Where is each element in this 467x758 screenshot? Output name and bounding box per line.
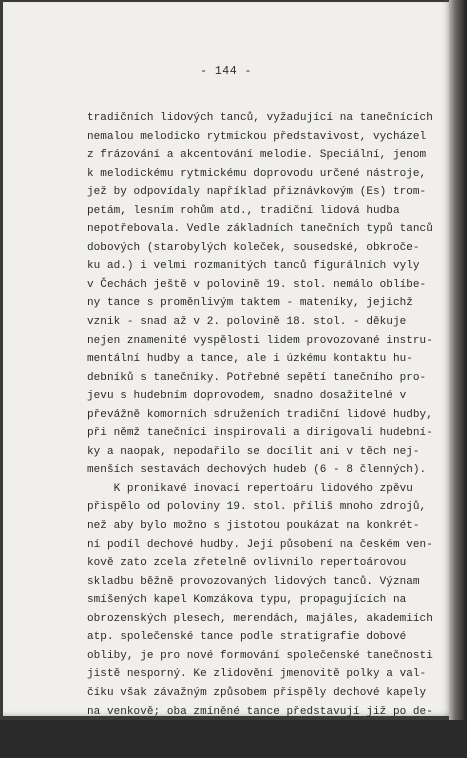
text-line: obliby, je pro nové formování společenské tanečnosti (87, 649, 433, 662)
text-line: dobových (starobylých koleček, sousedské, obkroče- (87, 241, 420, 254)
text-line: jež by odpovídaly například přiznávkovým (Es) trom- (87, 186, 427, 199)
text-line: číku však závažným způsobem přispěly dechové kapely (87, 686, 427, 699)
text-line: skladbu běžně provozovaných lidových tanců. Význam (87, 575, 420, 588)
body-text (87, 109, 433, 758)
document-page (3, 2, 449, 755)
text-line: na venkově; oba zmíněné tance představují již po de- (87, 705, 433, 718)
text-line: sítiletí základ nejběžnějších tanečních skladeb (až (87, 724, 427, 737)
text-line: atp. společenské tance podle stratigrafie dobové (87, 631, 407, 644)
text-line: v Čechách ještě v polovině 19. stol. nemálo oblíbe- (87, 278, 427, 291)
text-line: debníků s tanečníky. Potřebné sepětí tanečního pro- (87, 371, 427, 384)
text-line: ky a naopak, nepodařilo se docílit ani v těch nej- (87, 445, 420, 458)
text-line: než aby bylo možno s jistotou poukázat na konkrét- (87, 520, 420, 533)
text-line: petám, lesním rohům atd., tradiční lidová hudba (87, 204, 400, 217)
text-line: vznik - snad až v 2. polovině 18. stol. - děkuje (87, 316, 407, 329)
text-line: kově zato zcela zřetelně ovlivnilo repertoárovou (87, 557, 407, 570)
text-line: nepotřebovala. Vedle základních tanečních typů tanců (87, 223, 433, 236)
text-line: tradičních lidových tanců, vyžadující na tanečnících (87, 112, 433, 124)
text-line: jevu s hudebním doprovodem, snadno dosažitelné v (87, 390, 407, 403)
text-line: přispělo od poloviny 19. stol. příliš mnoho zdrojů, (87, 501, 427, 514)
text-line: při němž tanečníci inspirovali a dirigovali hudební- (87, 427, 433, 440)
text-line: převážně komorních sdruženích tradiční lidové hudby, (87, 408, 433, 421)
text-line: jistě nesporný. Ke zlidovění jmenovitě polky a val- (87, 668, 427, 681)
text-line: ku ad.) i velmi rozmanitých tanců figurálních vyly (87, 260, 420, 273)
text-line: z frázování a akcentování melodie. Speciální, jenom (87, 149, 427, 162)
text-line: K pronikavé inovaci repertoáru lidového zpěvu (87, 482, 413, 495)
text-line: mentální hudby a tance, ale i úzkému kontaktu hu- (87, 353, 413, 366)
text-line: ní podíl dechové hudby. Její působení na českém ven- (87, 538, 433, 551)
text-line: ny tance s proměnlivým taktem - mateníky, jejichž (87, 297, 413, 310)
page-edge-shadow (449, 0, 467, 720)
text-line: 90 %). Vzhledem k vzrůstající oblibě obou tanečních (87, 742, 427, 755)
text-line: nemalou melodicko rytmickou představivost, vycházel (87, 130, 427, 143)
text-line: k melodickému rytmickému doprovodu určené nástroje, (87, 167, 427, 180)
page-number: - 144 - (200, 65, 252, 78)
text-line: menších sestavách dechových hudeb (6 - 8 členných). (87, 464, 427, 477)
text-line: smíšených kapel Komzákova typu, propagujících na (87, 594, 407, 607)
text-line: nejen znamenité vyspělosti lidem provozované instru- (87, 334, 433, 347)
text-line: obrozenských plesech, merendách, majáles, akademiích (87, 612, 433, 625)
